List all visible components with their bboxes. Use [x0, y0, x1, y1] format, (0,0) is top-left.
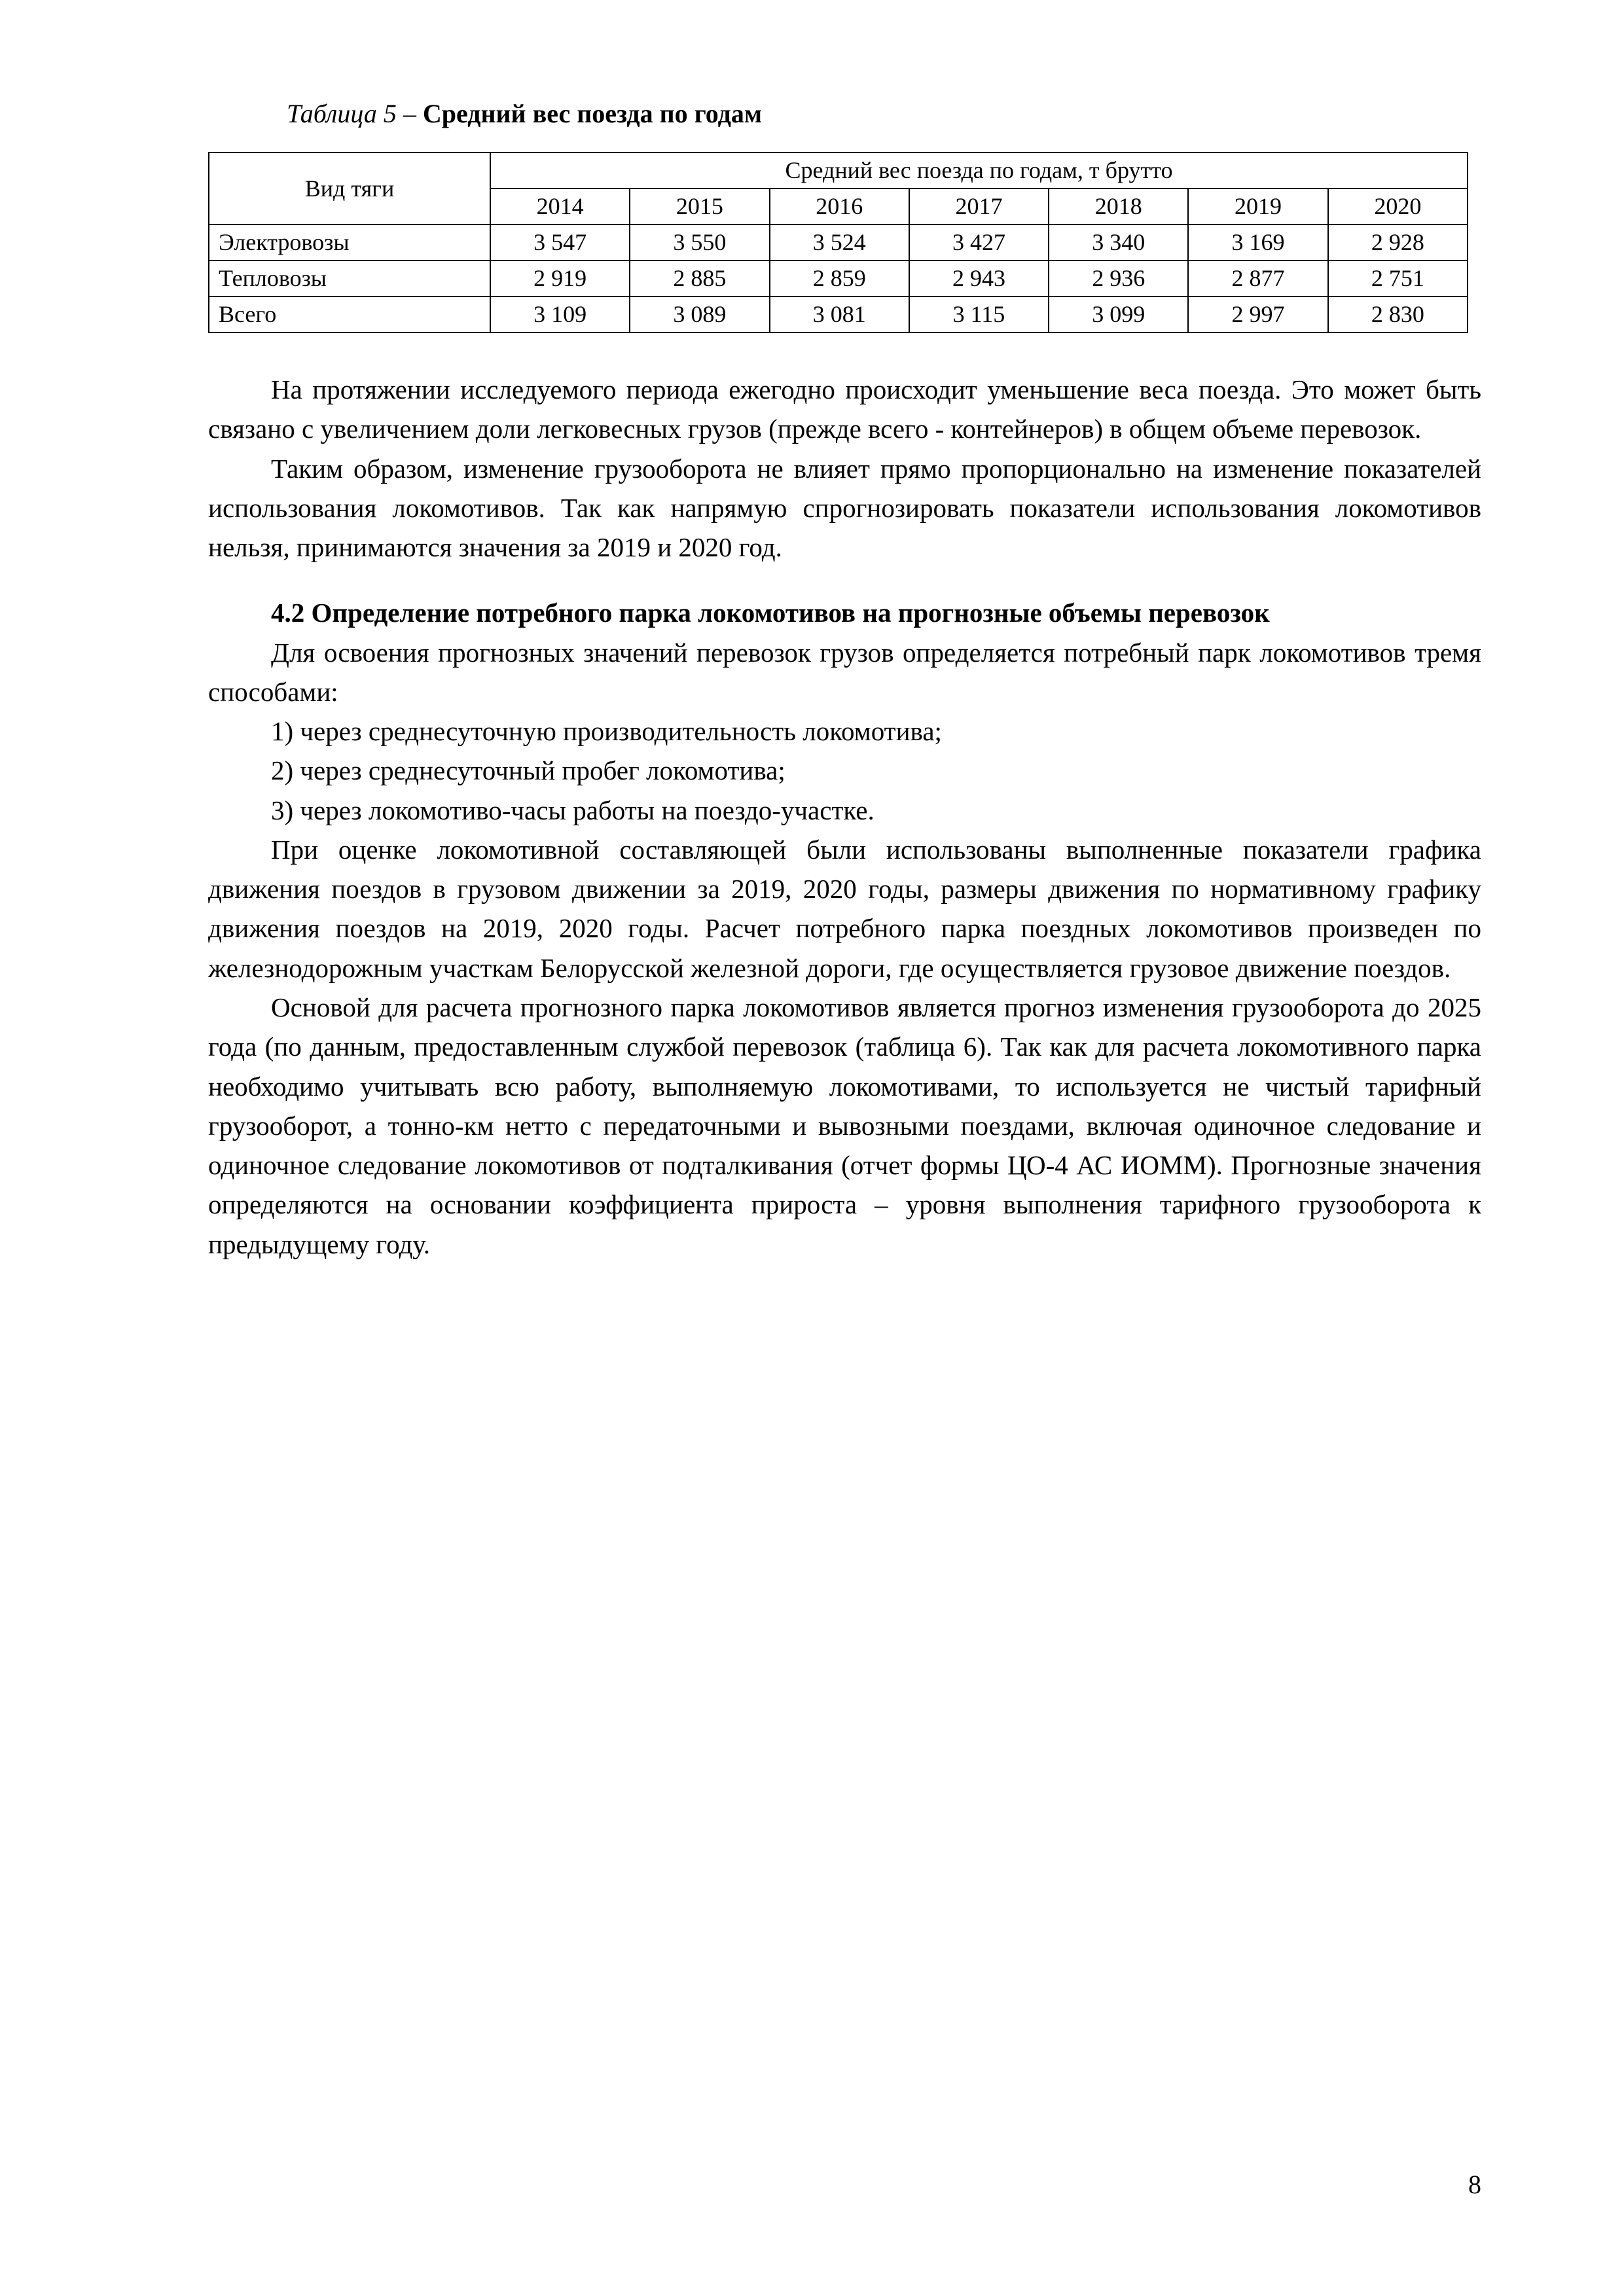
row-label-electric: Электровозы [209, 224, 490, 260]
table-row [209, 296, 1468, 332]
cell-diesel-2020: 2 751 [1328, 260, 1468, 296]
header-year-2016: 2016 [770, 188, 909, 224]
paragraph-4: При оценке локомотивной составляющей были использованы выполненные показатели графика движения поездов в грузовом движении за 2019, 2020 годы, размеры движения по нормативному графику движения поездов на 2019, 2020 годы. Расчет потребного парка поездных локомотивов произведен по железнодорожным участкам Белорусской железной дороги, где осуществляется грузовое движение поездов. [208, 834, 1481, 983]
cell-electric-2019: 3 169 [1188, 224, 1327, 260]
table-row [209, 224, 1468, 260]
header-year-2014: 2014 [490, 188, 630, 224]
header-kind-of-traction: Вид тяги [209, 152, 490, 224]
table-caption-dash: – [396, 99, 423, 128]
header-year-2017: 2017 [909, 188, 1049, 224]
table-head [209, 152, 1468, 224]
list-item-3: 3) через локомотиво-часы работы на поездо-участке. [271, 795, 875, 825]
cell-diesel-2016: 2 859 [770, 260, 909, 296]
table-caption-label: Таблица 5 [287, 99, 397, 128]
cell-diesel-2017: 2 943 [909, 260, 1049, 296]
cell-electric-2016: 3 524 [770, 224, 909, 260]
cell-electric-2020: 2 928 [1328, 224, 1468, 260]
section-heading-4-2: 4.2 Определение потребного парка локомотивов на прогнозные объемы перевозок [271, 598, 1270, 628]
paragraph-3: Для освоения прогнозных значений перевозок грузов определяется потребный парк локомотивов тремя способами: [208, 637, 1481, 707]
page-content [208, 98, 1481, 1264]
cell-diesel-2019: 2 877 [1188, 260, 1327, 296]
cell-electric-2014: 3 547 [490, 224, 630, 260]
table-row [209, 260, 1468, 296]
header-year-2018: 2018 [1049, 188, 1188, 224]
cell-total-2018: 3 099 [1049, 296, 1188, 332]
cell-total-2015: 3 089 [630, 296, 769, 332]
paragraph-1: На протяжении исследуемого периода ежегодно происходит уменьшение веса поезда. Это может быть связано с увеличением доли легковесных грузов (прежде всего - контейнеров) в общем объеме перевозок. [208, 374, 1481, 444]
cell-total-2019: 2 997 [1188, 296, 1327, 332]
header-year-2019: 2019 [1188, 188, 1327, 224]
cell-diesel-2015: 2 885 [630, 260, 769, 296]
cell-diesel-2018: 2 936 [1049, 260, 1188, 296]
header-year-2015: 2015 [630, 188, 769, 224]
cell-electric-2017: 3 427 [909, 224, 1049, 260]
cell-total-2016: 3 081 [770, 296, 909, 332]
list-item-2: 2) через среднесуточный пробег локомотива; [271, 755, 785, 786]
cell-total-2017: 3 115 [909, 296, 1049, 332]
header-span-average-weight: Средний вес поезда по годам, т брутто [490, 152, 1468, 188]
table-body [209, 224, 1468, 332]
table-header-row-1 [209, 152, 1468, 188]
list-item-1: 1) через среднесуточную производительность локомотива; [271, 716, 942, 747]
header-year-2020: 2020 [1328, 188, 1468, 224]
table-caption-title: Средний вес поезда по годам [422, 99, 763, 128]
average-train-weight-table [208, 152, 1468, 333]
page-number: 8 [1468, 2170, 1481, 2199]
row-label-total: Всего [209, 296, 490, 332]
row-label-diesel: Тепловозы [209, 260, 490, 296]
paragraph-5: Основой для расчета прогнозного парка локомотивов является прогноз изменения грузооборота до 2025 года (по данным, предоставленным службой перевозок (таблица 6). Так как для расчета локомотивного парка необходимо учитывать всю работу, выполняемую локомотивами, то используется не чистый тарифный грузооборот, а тонно-км нетто с передаточными и вывозными поездами, включая одиночное следование и одиночное следование локомотивов от подталкивания (отчет формы ЦО-4 АС ИОММ). Прогнозные значения определяются на основании коэффициента прироста – уровня выполнения тарифного грузооборота к предыдущему году. [208, 992, 1481, 1259]
table-caption [208, 98, 1481, 130]
cell-electric-2018: 3 340 [1049, 224, 1188, 260]
cell-total-2014: 3 109 [490, 296, 630, 332]
cell-electric-2015: 3 550 [630, 224, 769, 260]
paragraph-2: Таким образом, изменение грузооборота не влияет прямо пропорционально на изменение показателей использования локомотивов. Так как напрямую спрогнозировать показатели использования локомотивов нельзя, принимаются значения за 2019 и 2020 год. [208, 453, 1481, 563]
cell-total-2020: 2 830 [1328, 296, 1468, 332]
cell-diesel-2014: 2 919 [490, 260, 630, 296]
